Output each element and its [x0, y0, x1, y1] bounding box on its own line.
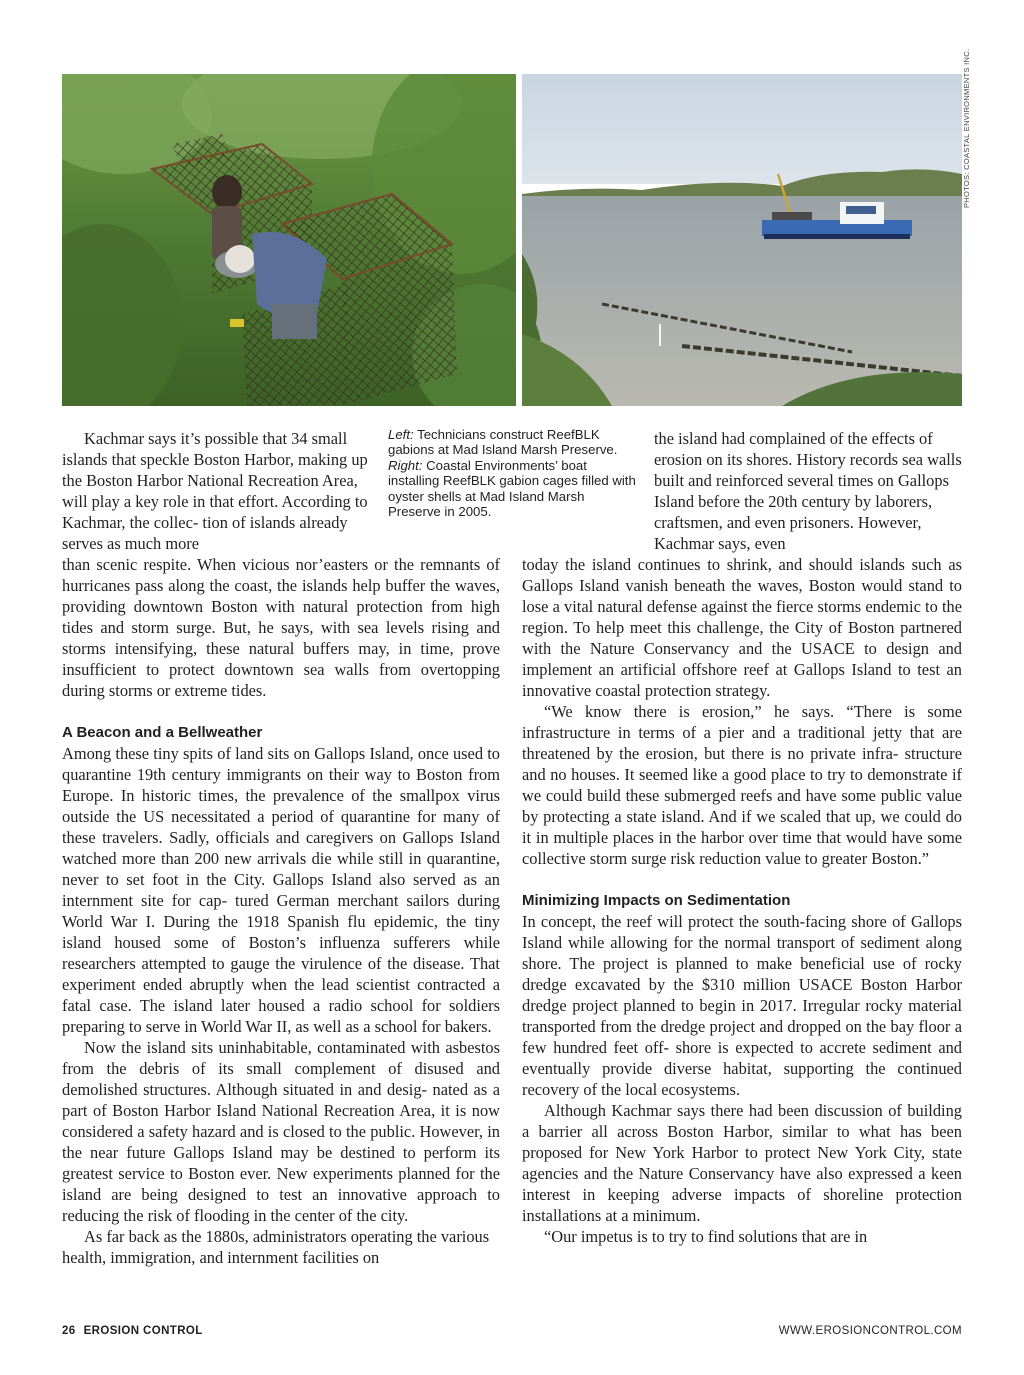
- paragraph-right-wide: today the island continues to shrink, and should islands such as Gallops Island vanish beneath the waves, Boston would stand to lose a vital natural defense against the fierce storms endemic to the region. To help meet this challenge, the City of Boston partnered with the Nature Conservancy and the USACE to design and implement an artificial offshore reef at Gallops Island to test an innovative coastal protection strategy.: [522, 555, 962, 700]
- page-number: 26: [62, 1325, 76, 1337]
- left-column-intro: [62, 428, 372, 554]
- paragraph-now: Now the island sits uninhabitable, contaminated with asbestos from the debris of its small complement of disused and demolished structures. Although situated in and desig- nated as a part of Boston Harbor Island National Recreation Area, it is now considered a safety hazard and is closed to the public. However, in the near future Gallops Island may be destined to perform its greatest service to Boston ever. New experiments planned for the island are being designed to test an innovative approach to reducing the risk of flooding in the center of the city.: [62, 1038, 500, 1225]
- paragraph-although: Although Kachmar says there had been discussion of building a barrier all across Boston Harbor, similar to what has been proposed for New York Harbor to protect New York City, state agencies and the Nature Conservancy have also expressed a keen interest in keeping adverse impacts of shoreline protection installations at a minimum.: [522, 1101, 962, 1225]
- paragraph-right-narrow: the island had complained of the effects of erosion on its shores. History records sea walls built and reinforced several times on Gallops Island before the 20th century by laborers, craftsmen, and even prisoners. However, Kachmar says, even: [654, 429, 962, 553]
- subhead-beacon: A Beacon and a Bellweather: [62, 724, 263, 741]
- paragraph-intro-narrow: Kachmar says it’s possible that 34 small islands that speckle Boston Harbor, making up the Boston Harbor National Recreation Area, will play a key role in that effort. According to Kachmar, the collec- tion of islands already serves as much more: [62, 429, 368, 553]
- footer-url[interactable]: WWW.EROSIONCONTROL.COM: [778, 1325, 962, 1337]
- footer-left: [62, 1325, 203, 1337]
- paragraph-quote: “We know there is erosion,” he says. “There is some infrastructure in terms of a pier and a traditional jetty that are threatened by the erosion, but there is no private infra- structure and no houses. It seemed like a good place to try to demonstrate if we could build these submerged reefs and have some public value by protecting a state island. And if we scaled that up, we could do it in multiple places in the harbor over time that would have some collective storm surge risk reduction value to greater Boston.”: [522, 702, 962, 868]
- paragraph-beacon: Among these tiny spits of land sits on Gallops Island, once used to quarantine 19th century immigrants on their way to Boston from Europe. In historic times, the prevalence of the smallpox virus outside the US necessitated a period of quarantine for many of these travelers. Sadly, officials and caregivers on Gallops Island watched more than 200 new arrivals die while still in quarantine, never to set foot in the City. Gallops Island also served as an internment site for cap- tured German merchant sailors during World War I. During the 1918 Spanish flu epidemic, the tiny island housed some of Boston’s influenza sufferers while researchers attempted to gauge the virulence of the disease. That experiment ended abruptly when the lead scientist contracted a fatal case. The island later housed a radio school for soldiers preparing to serve in World War II, as well as a school for bakers.: [62, 744, 500, 1036]
- caption-left-text: Technicians construct ReefBLK gabions at Mad Island Marsh Preserve.: [388, 427, 618, 458]
- right-column-main: [522, 554, 962, 1247]
- section-name: EROSION CONTROL: [83, 1325, 203, 1337]
- paragraph-concept: In concept, the reef will protect the south-facing shore of Gallops Island while allowing for the normal transport of sediment along shore. The project is planned to make beneficial use of rocky dredge excavated by the $310 million USACE Boston Harbor dredge project planned to begin in 2017. Irregular rocky material transported from the dredge project and dropped on the bay floor a few hundred feet off- shore is expected to accrete sediment and eventually provide diverse habitat, supporting the continued recovery of the local ecosystems.: [522, 912, 962, 1099]
- paragraph-1880s: As far back as the 1880s, administrators operating the various health, immigration, and internment facilities on: [62, 1227, 490, 1267]
- paragraph-impetus: “Our impetus is to try to find solutions that are in: [544, 1227, 868, 1246]
- photo-credit: PHOTOS: COASTAL ENVIRONMENTS INC.: [962, 48, 971, 208]
- right-photo: [522, 74, 962, 406]
- caption-right-text: Coastal Environments’ boat installing ReefBLK gabion cages filled with oyster shells at Mad Island Marsh Preserve in 2005.: [388, 457, 636, 520]
- photo-caption: [388, 427, 640, 519]
- right-column-intro: [654, 428, 964, 554]
- left-photo: [62, 74, 516, 406]
- caption-left-label: Left:: [388, 427, 414, 442]
- paragraph-intro-wide: than scenic respite. When vicious nor’easters or the remnants of hurricanes pass along the coast, the islands help buffer the waves, providing downtown Boston with natural protection from high tides and storm surge. But, he says, with sea levels rising and storms intensifying, these natural buffers may, in time, prove insufficient to protect downtown sea walls from overtopping during storms or extreme tides.: [62, 555, 500, 700]
- subhead-sedimentation: Minimizing Impacts on Sedimentation: [522, 892, 791, 909]
- left-column-main: [62, 554, 500, 1268]
- caption-right-label: Right:: [388, 457, 423, 473]
